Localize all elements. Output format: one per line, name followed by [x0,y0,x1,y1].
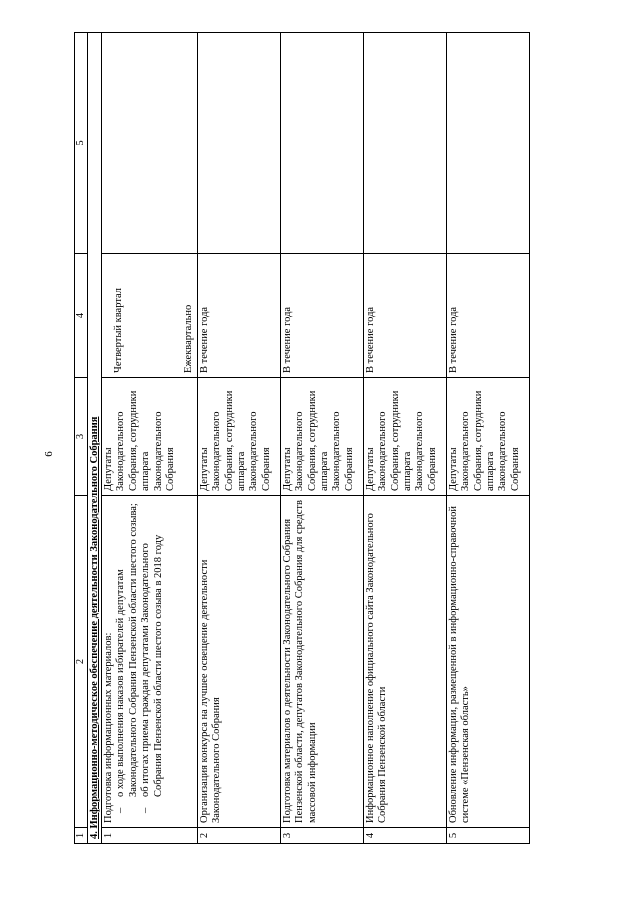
table-row [280,33,363,844]
column-number: 3 [75,378,88,496]
section-row [88,33,102,844]
column-number: 4 [75,254,88,378]
event-bullet: – о ходе выполнения наказов избирателей депутатам Законодательного Собрания Пензенской области шестого созыва; [115,500,140,823]
column-number: 2 [75,496,88,828]
event-cell: Обновление информации, размещенной в информационно-справочной системе «Пензенская область» [446,496,529,828]
column-number: 5 [75,33,88,254]
event-cell: Информационное наполнение официального сайта Законодательного Собрания Пензенской области [363,496,446,828]
term-cell: В течение года [280,254,363,378]
column-number-row [75,33,88,844]
event-cell: Подготовка материалов о деятельности Законодательного Собрания Пензенской области, депутатов Законодательного Собрания для средств массовой информации [280,496,363,828]
event-cell: Организация конкурса на лучшее освещение деятельности Законодательного Собрания [197,496,280,828]
row-number: 4 [363,828,446,844]
term-cell: В течение года [446,254,529,378]
term-text: Четвертый квартал [113,287,124,373]
responsible-cell: Депутаты Законодательного Собрания, сотрудники аппарата Законодательного Собрания [363,378,446,496]
term-text: Ежеквартально [183,304,195,373]
table-row [446,33,529,844]
note-cell [102,33,198,254]
responsible-cell [102,378,198,496]
row-number: 5 [446,828,529,844]
term-cell: В течение года [197,254,280,378]
note-cell [363,33,446,254]
row-number: 1 [102,828,198,844]
responsible-text: Законодательного Собрания [152,411,177,491]
rotated-page [74,33,533,844]
responsible-text: Депутаты Законодательного Собрания, сотрудники аппарата [103,390,152,491]
plan-table [74,32,530,844]
term-cell: В течение года [363,254,446,378]
term-cell [102,254,198,378]
table-row [102,33,198,844]
note-cell [446,33,529,254]
responsible-cell: Депутаты Законодательного Собрания, сотрудники аппарата Законодательного Собрания [446,378,529,496]
row-number: 3 [280,828,363,844]
responsible-cell: Депутаты Законодательного Собрания, сотрудники аппарата Законодательного Собрания [280,378,363,496]
column-number: 1 [75,828,88,844]
table-row [363,33,446,844]
event-cell [102,496,198,828]
page-number: 6 [43,451,55,457]
event-bullet-list [115,500,165,823]
note-cell [280,33,363,254]
row-number: 2 [197,828,280,844]
section-title: 4. Информационно-методическое обеспечение деятельности Законодательного Собрания [88,33,102,844]
responsible-cell: Депутаты Законодательного Собрания, сотрудники аппарата Законодательного Собрания [197,378,280,496]
event-bullet: – об итогах приема граждан депутатами Законодательного Собрания Пензенской области шестого созыва в 2018 году [140,500,165,823]
note-cell [197,33,280,254]
table-row [197,33,280,844]
event-intro: Подготовка информационных материалов: [103,632,114,823]
